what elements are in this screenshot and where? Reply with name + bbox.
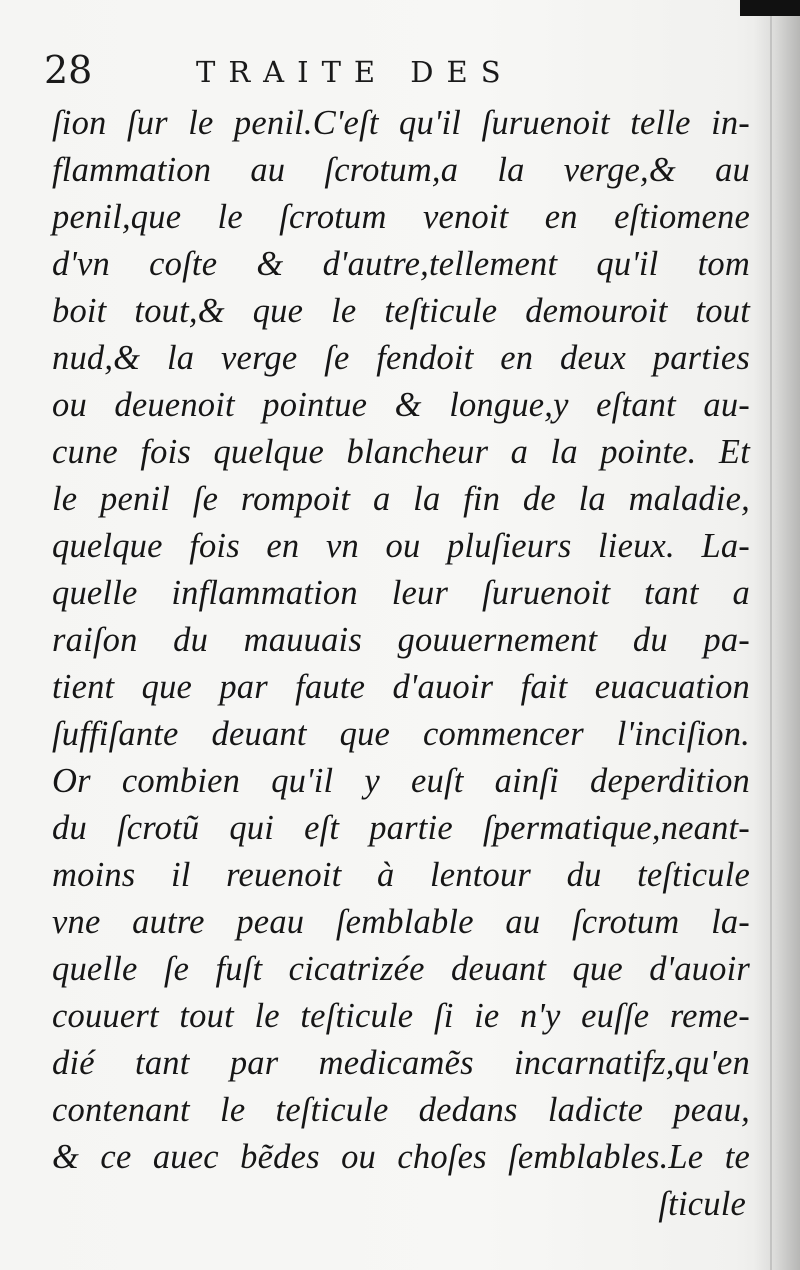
text-line: dié tant par medicamẽs incarnatifz,qu'en: [52, 1044, 750, 1082]
text-line: tient que par faute d'auoir fait euacuation: [52, 668, 750, 706]
text-line: nud,& la verge ſe fendoit en deux parties: [52, 339, 750, 377]
text-line: quelle ſe fuſt cicatrizée deuant que d'auoir: [52, 950, 750, 988]
text-line: flammation au ſcrotum,a la verge,& au: [52, 151, 750, 189]
text-line: d'vn coſte & d'autre,tellement qu'il tom: [52, 245, 750, 283]
text-line: du ſcrotũ qui eſt partie ſpermatique,neant-: [52, 809, 750, 847]
running-head: TRAITE DES: [196, 55, 514, 89]
text-line: quelque fois en vn ou pluſieurs lieux. La-: [52, 527, 750, 565]
text-line: cune fois quelque blancheur a la pointe. Et: [52, 433, 750, 471]
text-line: ou deuenoit pointue & longue,y eſtant au-: [52, 386, 750, 424]
text-line: le penil ſe rompoit a la fin de la maladie,: [52, 480, 750, 518]
text-line: & ce auec bẽdes ou choſes ſemblables.Le te: [52, 1138, 750, 1176]
text-line: couuert tout le teſticule ſi ie n'y euſſe reme-: [52, 997, 750, 1035]
page-edge-shadow: [754, 0, 800, 1270]
text-line: quelle inflammation leur ſuruenoit tant a: [52, 574, 750, 612]
body-text: [52, 100, 750, 1228]
page-fold-line: [770, 0, 772, 1270]
text-line: ſion ſur le penil.C'eſt qu'il ſuruenoit telle in-: [52, 104, 750, 142]
catchword: ſticule: [658, 1185, 746, 1223]
text-line: Or combien qu'il y euſt ainſi deperdition: [52, 762, 750, 800]
text-line: raiſon du mauuais gouuernement du pa-: [52, 621, 750, 659]
text-line: vne autre peau ſemblable au ſcrotum la-: [52, 903, 750, 941]
text-line: boit tout,& que le teſticule demouroit tout: [52, 292, 750, 330]
text-line: penil,que le ſcrotum venoit en eſtiomene: [52, 198, 750, 236]
text-line: moins il reuenoit à lentour du teſticule: [52, 856, 750, 894]
page-top-edge: [740, 0, 800, 16]
page-header: [44, 42, 744, 98]
page-number: 28: [44, 48, 93, 92]
text-line: ſuffiſante deuant que commencer l'inciſion.: [52, 715, 750, 753]
text-line: contenant le teſticule dedans ladicte peau,: [52, 1091, 750, 1129]
